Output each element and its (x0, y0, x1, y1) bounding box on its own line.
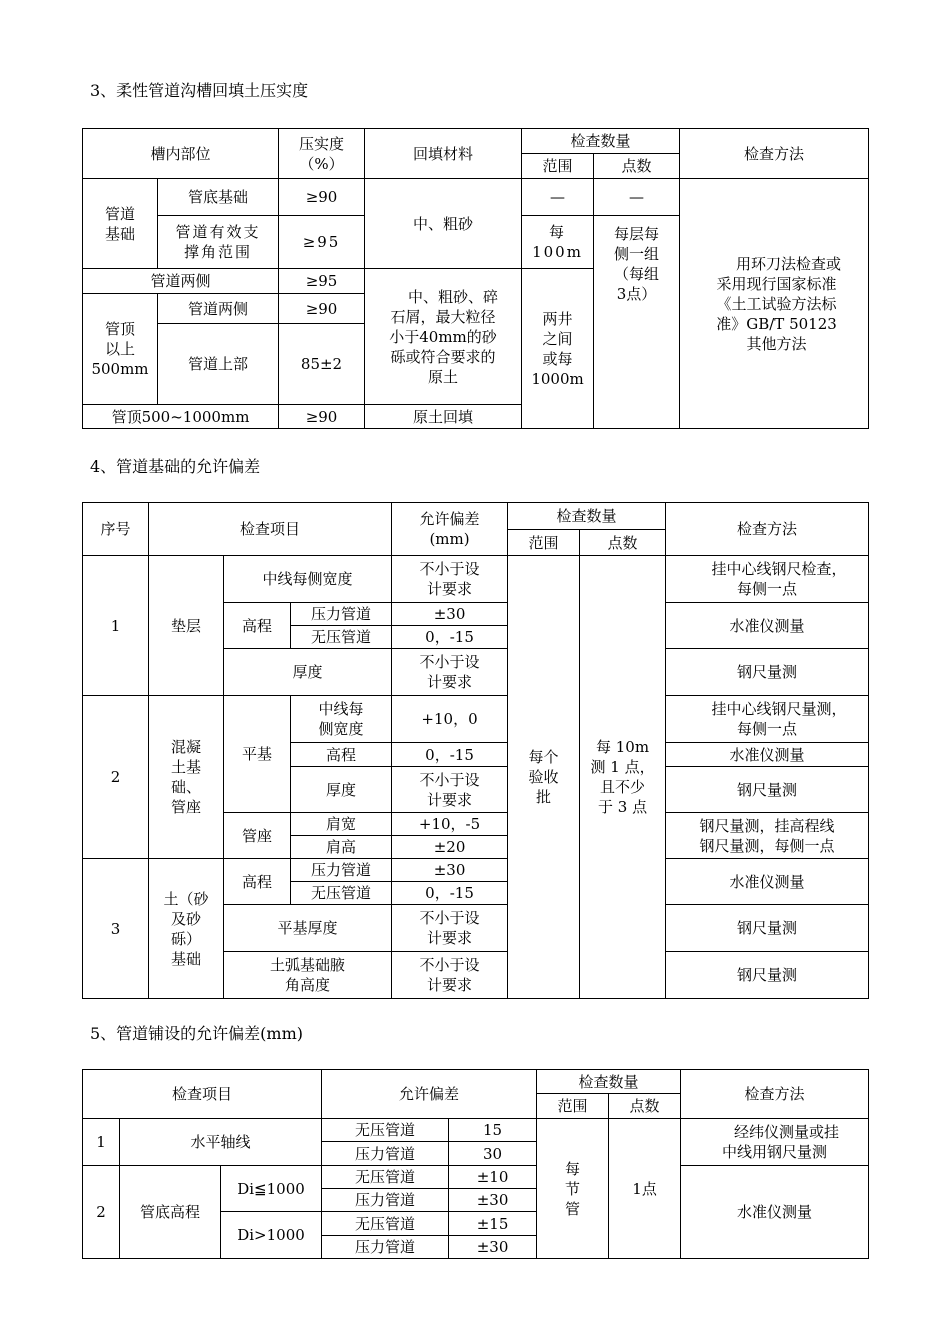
sub-item-cell: 肩宽 (291, 813, 392, 836)
value-cell: ≥95 (279, 216, 365, 269)
points-cell: 1点 (609, 1119, 681, 1259)
header-points: 点数 (594, 154, 680, 179)
group-no: 3 (83, 859, 149, 999)
sub-item-cell: 无压管道 (291, 882, 392, 905)
header-method: 检查方法 (666, 503, 869, 556)
header-points: 点数 (580, 530, 666, 556)
sub-item-cell: 无压管道 (322, 1166, 449, 1189)
header-tolerance: 允许偏差 (322, 1070, 537, 1119)
method-cell: 钢尺量测 (666, 649, 869, 696)
item-cell: 中线每侧宽度 (224, 556, 392, 603)
tolerance-cell: ±30 (392, 603, 508, 626)
item-cell: 高程 (224, 859, 291, 905)
group-no: 1 (83, 556, 149, 696)
section-4-heading: 4、管道基础的允许偏差 (90, 457, 261, 476)
material-cell: 原土回填 (365, 405, 522, 429)
sub-item-cell: 肩高 (291, 836, 392, 859)
laying-tolerance-table (82, 1069, 869, 1259)
range-cell: 每 节 管 (537, 1119, 609, 1259)
tolerance-cell: 不小于设 计要求 (392, 952, 508, 999)
tolerance-cell: 0，-15 (392, 626, 508, 649)
item-cell: 厚度 (224, 649, 392, 696)
method-cell: 钢尺量测，挂高程线 钢尺量测，每侧一点 (666, 813, 869, 859)
part-cell: 管道两侧 (158, 294, 279, 324)
foundation-tolerance-table (82, 502, 869, 999)
header-method: 检查方法 (680, 129, 869, 179)
sub-item-cell: 无压管道 (322, 1119, 449, 1142)
sub-item-cell: 压力管道 (291, 603, 392, 626)
part-cell: 管道有效支 撑角范围 (158, 216, 279, 269)
item-cell: 高程 (224, 603, 291, 649)
header-material: 回填材料 (365, 129, 522, 179)
group-no: 2 (83, 696, 149, 859)
header-range: 范围 (508, 530, 580, 556)
item-cell: 平基 (224, 696, 291, 813)
row-no: 2 (83, 1166, 120, 1259)
group-name: 混凝 土基 础、 管座 (149, 696, 224, 859)
header-quantity: 检查数量 (508, 503, 666, 530)
value-cell: ≥95 (279, 269, 365, 294)
part-cell: 管道两侧 (83, 269, 279, 294)
tolerance-cell: ±30 (449, 1189, 537, 1212)
material-cell: 中、粗砂、碎 石屑，最大粒径 小于40mm的砂 砾或符合要求的 原土 (365, 269, 522, 405)
tolerance-cell: +10，-5 (392, 813, 508, 836)
item-cell: 土弧基础腋 角高度 (224, 952, 392, 999)
method-cell: 水准仪测量 (681, 1166, 869, 1259)
points-cell: 每 10m 测 1 点， 且不少 于 3 点 (580, 556, 666, 999)
method-cell: 经纬仪测量或挂 中线用钢尺量测 (681, 1119, 869, 1166)
header-points: 点数 (609, 1094, 681, 1119)
header-range: 范围 (537, 1094, 609, 1119)
tolerance-cell: +10，0 (392, 696, 508, 743)
sub-item-cell: 压力管道 (291, 859, 392, 882)
section-5-heading: 5、管道铺设的允许偏差(mm) (90, 1024, 304, 1043)
value-cell: ≥90 (279, 405, 365, 429)
tolerance-cell: ±10 (449, 1166, 537, 1189)
sub-item-cell: 高程 (291, 743, 392, 767)
header-method: 检查方法 (681, 1070, 869, 1119)
method-cell: 钢尺量测 (666, 767, 869, 813)
method-cell: 钢尺量测 (666, 952, 869, 999)
tolerance-cell: 不小于设 计要求 (392, 767, 508, 813)
header-range: 范围 (522, 154, 594, 179)
tolerance-cell: 0，-15 (392, 743, 508, 767)
header-no: 序号 (83, 503, 149, 556)
range-cell: 两井 之间 或每 1000m (522, 269, 594, 429)
tolerance-cell: ±15 (449, 1212, 537, 1236)
method-cell: 水准仪测量 (666, 743, 869, 767)
header-quantity: 检查数量 (522, 129, 680, 154)
group-name: 土（砂 及砂 砾） 基础 (149, 859, 224, 999)
header-tolerance: 允许偏差 (mm) (392, 503, 508, 556)
sub-item-cell: 无压管道 (322, 1212, 449, 1236)
points-cell: 每层每 侧一组 （每组 3点） (594, 216, 680, 429)
value-cell: ≥90 (279, 294, 365, 324)
sub-item-cell: 压力管道 (322, 1189, 449, 1212)
item-cell: 平基厚度 (224, 905, 392, 952)
range-cell: 每个 验收 批 (508, 556, 580, 999)
tolerance-cell: ±20 (392, 836, 508, 859)
diameter-cell: Di≦1000 (221, 1166, 322, 1212)
material-cell: 中、粗砂 (365, 179, 522, 269)
method-cell: 水准仪测量 (666, 603, 869, 649)
section-3-heading: 3、柔性管道沟槽回填土压实度 (90, 81, 309, 100)
header-part: 槽内部位 (83, 129, 279, 179)
tolerance-cell: 不小于设 计要求 (392, 649, 508, 696)
tolerance-cell: ±30 (392, 859, 508, 882)
tolerance-cell: 30 (449, 1142, 537, 1166)
part-cell: 管顶500~1000mm (83, 405, 279, 429)
tolerance-cell: 15 (449, 1119, 537, 1142)
method-cell: 水准仪测量 (666, 859, 869, 905)
header-quantity: 检查数量 (537, 1070, 681, 1094)
range-cell: — (522, 179, 594, 216)
tolerance-cell: ±30 (449, 1236, 537, 1259)
method-cell: 用环刀法检查或 采用现行国家标准 《土工试验方法标 准》GB/T 50123 其他方法 (680, 179, 869, 429)
range-cell: 每 100m (522, 216, 594, 269)
sub-item-cell: 压力管道 (322, 1236, 449, 1259)
group-pipe-base: 管道 基础 (83, 179, 158, 269)
compaction-table (82, 128, 869, 429)
value-cell: ≥90 (279, 179, 365, 216)
group-pipe-top: 管顶 以上 500mm (83, 294, 158, 405)
header-compaction: 压实度 （%） (279, 129, 365, 179)
method-cell: 挂中心线钢尺量测， 每侧一点 (666, 696, 869, 743)
sub-item-cell: 中线每 侧宽度 (291, 696, 392, 743)
method-cell: 挂中心线钢尺检查， 每侧一点 (666, 556, 869, 603)
tolerance-cell: 0，-15 (392, 882, 508, 905)
value-cell: 85±2 (279, 324, 365, 405)
tolerance-cell: 不小于设 计要求 (392, 556, 508, 603)
row-no: 1 (83, 1119, 120, 1166)
header-item: 检查项目 (83, 1070, 322, 1119)
diameter-cell: Di>1000 (221, 1212, 322, 1259)
sub-item-cell: 无压管道 (291, 626, 392, 649)
group-name: 垫层 (149, 556, 224, 696)
item-cell: 管底高程 (120, 1166, 221, 1259)
points-cell: — (594, 179, 680, 216)
part-cell: 管底基础 (158, 179, 279, 216)
item-cell: 水平轴线 (120, 1119, 322, 1166)
method-cell: 钢尺量测 (666, 905, 869, 952)
item-cell: 管座 (224, 813, 291, 859)
sub-item-cell: 厚度 (291, 767, 392, 813)
header-item: 检查项目 (149, 503, 392, 556)
part-cell: 管道上部 (158, 324, 279, 405)
tolerance-cell: 不小于设 计要求 (392, 905, 508, 952)
sub-item-cell: 压力管道 (322, 1142, 449, 1166)
